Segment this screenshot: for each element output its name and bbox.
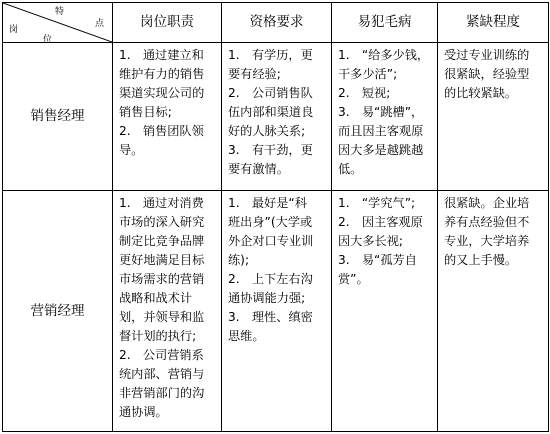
cell-text-line: 通协调能力强; — [228, 291, 306, 305]
cell-text-line: 低。 — [338, 162, 363, 176]
cell-text-line: 更好地满足目标 — [119, 253, 205, 267]
cell-text-line: 3. 理性、缜密 — [228, 310, 313, 324]
cell-text-line: 2. 上下左右沟 — [228, 272, 313, 286]
table-cell — [438, 43, 549, 191]
table-cell — [222, 43, 332, 191]
cell-text-line: 而且因主客观原 — [338, 124, 424, 138]
cell-text-line: 要有经验; — [228, 67, 281, 81]
cell-text-line: 思维。 — [228, 329, 265, 343]
cell-text-line: 市场需求的营销 — [119, 272, 205, 286]
cell-text-line: 外企对口专业训 — [228, 234, 314, 248]
cell-text-line: 导。 — [119, 143, 144, 157]
cell-text-line: 渠道实现公司的 — [119, 86, 205, 100]
cell-text-line: 1. “给多少钱， — [338, 48, 430, 62]
cell-text-line: 专业，大学培养 — [444, 234, 530, 248]
cell-text-line: 市场的深入研究 — [119, 215, 205, 229]
cell-text-line: 3. 有干劲，更 — [228, 143, 313, 157]
corner-label-wei: 位 — [43, 35, 53, 45]
corner-header-cell — [3, 3, 113, 43]
cell-text-line: 制定比竞争品牌 — [119, 234, 205, 248]
job-comparison-table — [2, 2, 549, 432]
cell-text-line: 1. 有学历，更 — [228, 48, 313, 62]
table-cell — [438, 191, 549, 432]
cell-text-line: 1. 通过建立和 — [119, 48, 204, 62]
cell-text-line: 2. 公司营销系 — [119, 348, 204, 362]
cell-text-line: 销售目标; — [119, 105, 172, 119]
row-header-marketing-manager: 营销经理 — [3, 191, 113, 432]
cell-text-line: 1. “学究气”; — [338, 196, 416, 210]
corner-label-gang: 岗 — [9, 25, 19, 35]
cell-text-line: 通协调。 — [119, 405, 168, 419]
table-row — [3, 191, 549, 432]
cell-text-line: 练); — [228, 253, 250, 267]
column-header-qualifications: 资格要求 — [222, 3, 332, 43]
cell-text-line: 干多少活”; — [338, 67, 398, 81]
table-cell — [332, 191, 438, 432]
cell-text-line: 2. 因主客观原 — [338, 215, 423, 229]
table-cell — [113, 191, 222, 432]
cell-text-line: 3. 易“跳槽”， — [338, 105, 424, 119]
cell-text-line: 非营销部门的沟 — [119, 386, 205, 400]
corner-label-dian: 点 — [94, 19, 104, 29]
header-row — [3, 3, 549, 43]
cell-text-line: 划，并领导和监 — [119, 310, 205, 324]
cell-text-line: 3. 易“孤芳自 — [338, 253, 417, 267]
cell-text-line: 伍内部和渠道良 — [228, 105, 314, 119]
cell-text-line: 受过专业训练的 — [444, 48, 530, 62]
cell-text-line: 养有点经验但不 — [444, 215, 530, 229]
cell-text-line: 2. 销售团队领 — [119, 124, 204, 138]
cell-text-line: 战略和战术计 — [119, 291, 193, 305]
column-header-scarcity: 紧缺程度 — [438, 3, 549, 43]
cell-text-line: 班出身”(大学或 — [228, 215, 313, 229]
cell-text-line: 1. 通过对消费 — [119, 196, 204, 210]
cell-text-line: 赏”。 — [338, 272, 369, 286]
corner-label-te: 特 — [54, 7, 64, 17]
cell-text-line: 统内部、营销与 — [119, 367, 205, 381]
table-row — [3, 43, 549, 191]
cell-text-line: 2. 公司销售队 — [228, 86, 313, 100]
column-header-faults: 易犯毛病 — [332, 3, 438, 43]
cell-text-line: 很紧缺。企业培 — [444, 196, 530, 210]
cell-text-line: 督计划的执行; — [119, 329, 197, 343]
cell-text-line: 因大多长视; — [338, 234, 404, 248]
cell-text-line: 的又上手慢。 — [444, 253, 518, 267]
cell-text-line: 要有激情。 — [228, 162, 289, 176]
column-header-duties: 岗位职责 — [113, 3, 222, 43]
table-cell — [222, 191, 332, 432]
cell-text-line: 2. 短视; — [338, 86, 391, 100]
cell-text-line: 因大多是越跳越 — [338, 143, 424, 157]
cell-text-line: 1. 最好是“科 — [228, 196, 307, 210]
cell-text-line: 好的人脉关系; — [228, 124, 306, 138]
cell-text-line: 很紧缺，经验型 — [444, 67, 530, 81]
row-header-sales-manager: 销售经理 — [3, 43, 113, 191]
table-cell — [332, 43, 438, 191]
cell-text-line: 的比较紧缺。 — [444, 86, 518, 100]
cell-text-line: 维护有力的销售 — [119, 67, 205, 81]
table-cell — [113, 43, 222, 191]
